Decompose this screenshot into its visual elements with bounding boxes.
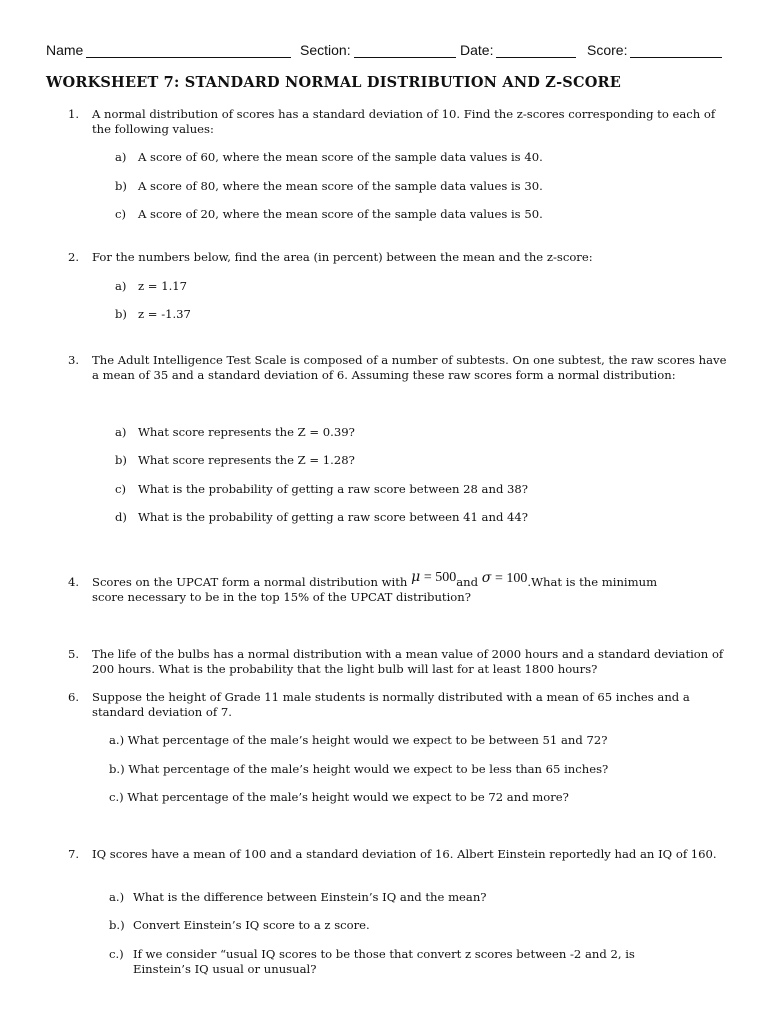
question-6a: a.) What percentage of the male’s height would we expect to be between 51 and 72?: [109, 733, 608, 747]
item-text: A score of 60, where the mean score of the sample data values is 40.: [138, 150, 543, 164]
question-number: 5.: [68, 647, 80, 661]
item-letter: a): [115, 425, 127, 439]
score-field: [587, 42, 722, 58]
name-field: [46, 42, 291, 58]
item-letter: d): [115, 510, 127, 524]
question-text: The life of the bulbs has a normal distribution with a mean value of 2000 hours and a standard deviation of 200 hours. What is the probability that the light bulb will last for at least 1800 hours?: [92, 647, 724, 676]
question-text-start: Scores on the UPCAT form a normal distribution with: [92, 575, 408, 589]
question-number: 6.: [68, 690, 80, 704]
item-letter: c): [115, 207, 127, 221]
item-text: z = 1.17: [138, 279, 188, 293]
item-letter: b.): [109, 918, 125, 932]
date-blank: [496, 43, 576, 58]
item-letter: b): [115, 307, 127, 321]
score-label: Score:: [587, 42, 628, 58]
item-text: A score of 20, where the mean score of the sample data values is 50.: [138, 207, 543, 221]
item-text: A score of 80, where the mean score of the sample data values is 30.: [138, 179, 543, 193]
question-text: IQ scores have a mean of 100 and a standard deviation of 16. Albert Einstein reportedly had an IQ of 160.: [92, 847, 717, 861]
question-text-end: .What is the minimum: [527, 575, 658, 589]
item-letter: b): [115, 179, 127, 193]
item-letter: b): [115, 453, 127, 467]
item-text: If we consider “usual IQ scores to be those that convert z scores between -2 and 2, is Einstein’s IQ usual or unusual?: [133, 947, 635, 976]
item-letter: a): [115, 279, 127, 293]
question-number: 4.: [68, 575, 80, 589]
score-blank: [630, 43, 722, 58]
section-label: Section:: [300, 42, 351, 58]
name-label: Name: [46, 42, 84, 58]
question-text: For the numbers below, find the area (in percent) between the mean and the z-score:: [92, 250, 593, 264]
sigma-value: = 100: [495, 571, 528, 586]
question-number: 1.: [68, 107, 80, 121]
item-text: What score represents the Z = 0.39?: [138, 425, 355, 439]
header-fields: [46, 42, 730, 60]
item-letter: a.): [109, 890, 125, 904]
question-number: 2.: [68, 250, 80, 264]
question-6c: c.) What percentage of the male’s height would we expect to be 72 and more?: [109, 790, 569, 804]
mu-expression: [411, 570, 456, 584]
worksheet-title: WORKSHEET 7: STANDARD NORMAL DISTRIBUTION AND Z-SCORE: [46, 74, 622, 91]
section-blank: [354, 43, 456, 58]
item-text: Convert Einstein’s IQ score to a z score.: [133, 918, 370, 932]
question-text-line1: [92, 569, 658, 591]
and-word: and: [456, 575, 479, 589]
sigma-symbol: σ: [481, 570, 492, 586]
question-text: Suppose the height of Grade 11 male students is normally distributed with a mean of 65 inches and a standard deviation of 7.: [92, 690, 690, 719]
name-blank: [86, 43, 291, 58]
mu-symbol: μ: [411, 569, 421, 585]
item-letter: a): [115, 150, 127, 164]
question-number: 3.: [68, 353, 80, 367]
item-text: What is the probability of getting a raw score between 28 and 38?: [138, 482, 529, 496]
section-field: [300, 42, 456, 58]
item-letter: c): [115, 482, 127, 496]
item-text: z = -1.37: [138, 307, 191, 321]
item-text: What is the difference between Einstein’s IQ and the mean?: [133, 890, 487, 904]
question-text: A normal distribution of scores has a standard deviation of 10. Find the z-scores corresponding to each of the following values:: [92, 107, 716, 136]
date-label: Date:: [460, 42, 494, 58]
sigma-expression: [482, 571, 528, 585]
question-6b: b.) What percentage of the male’s height would we expect to be less than 65 inches?: [109, 762, 609, 776]
mu-value: = 500: [423, 570, 457, 585]
date-field: [460, 42, 576, 58]
item-text: What is the probability of getting a raw score between 41 and 44?: [138, 510, 529, 524]
question-text: The Adult Intelligence Test Scale is composed of a number of subtests. On one subtest, the raw scores have a mean of 35 and a standard deviation of 6. Assuming these raw scores form a normal distribution:: [92, 353, 727, 382]
item-text: What score represents the Z = 1.28?: [138, 453, 355, 467]
question-number: 7.: [68, 847, 80, 861]
item-letter: c.): [109, 947, 124, 961]
question-text-line2: score necessary to be in the top 15% of the UPCAT distribution?: [92, 590, 471, 604]
